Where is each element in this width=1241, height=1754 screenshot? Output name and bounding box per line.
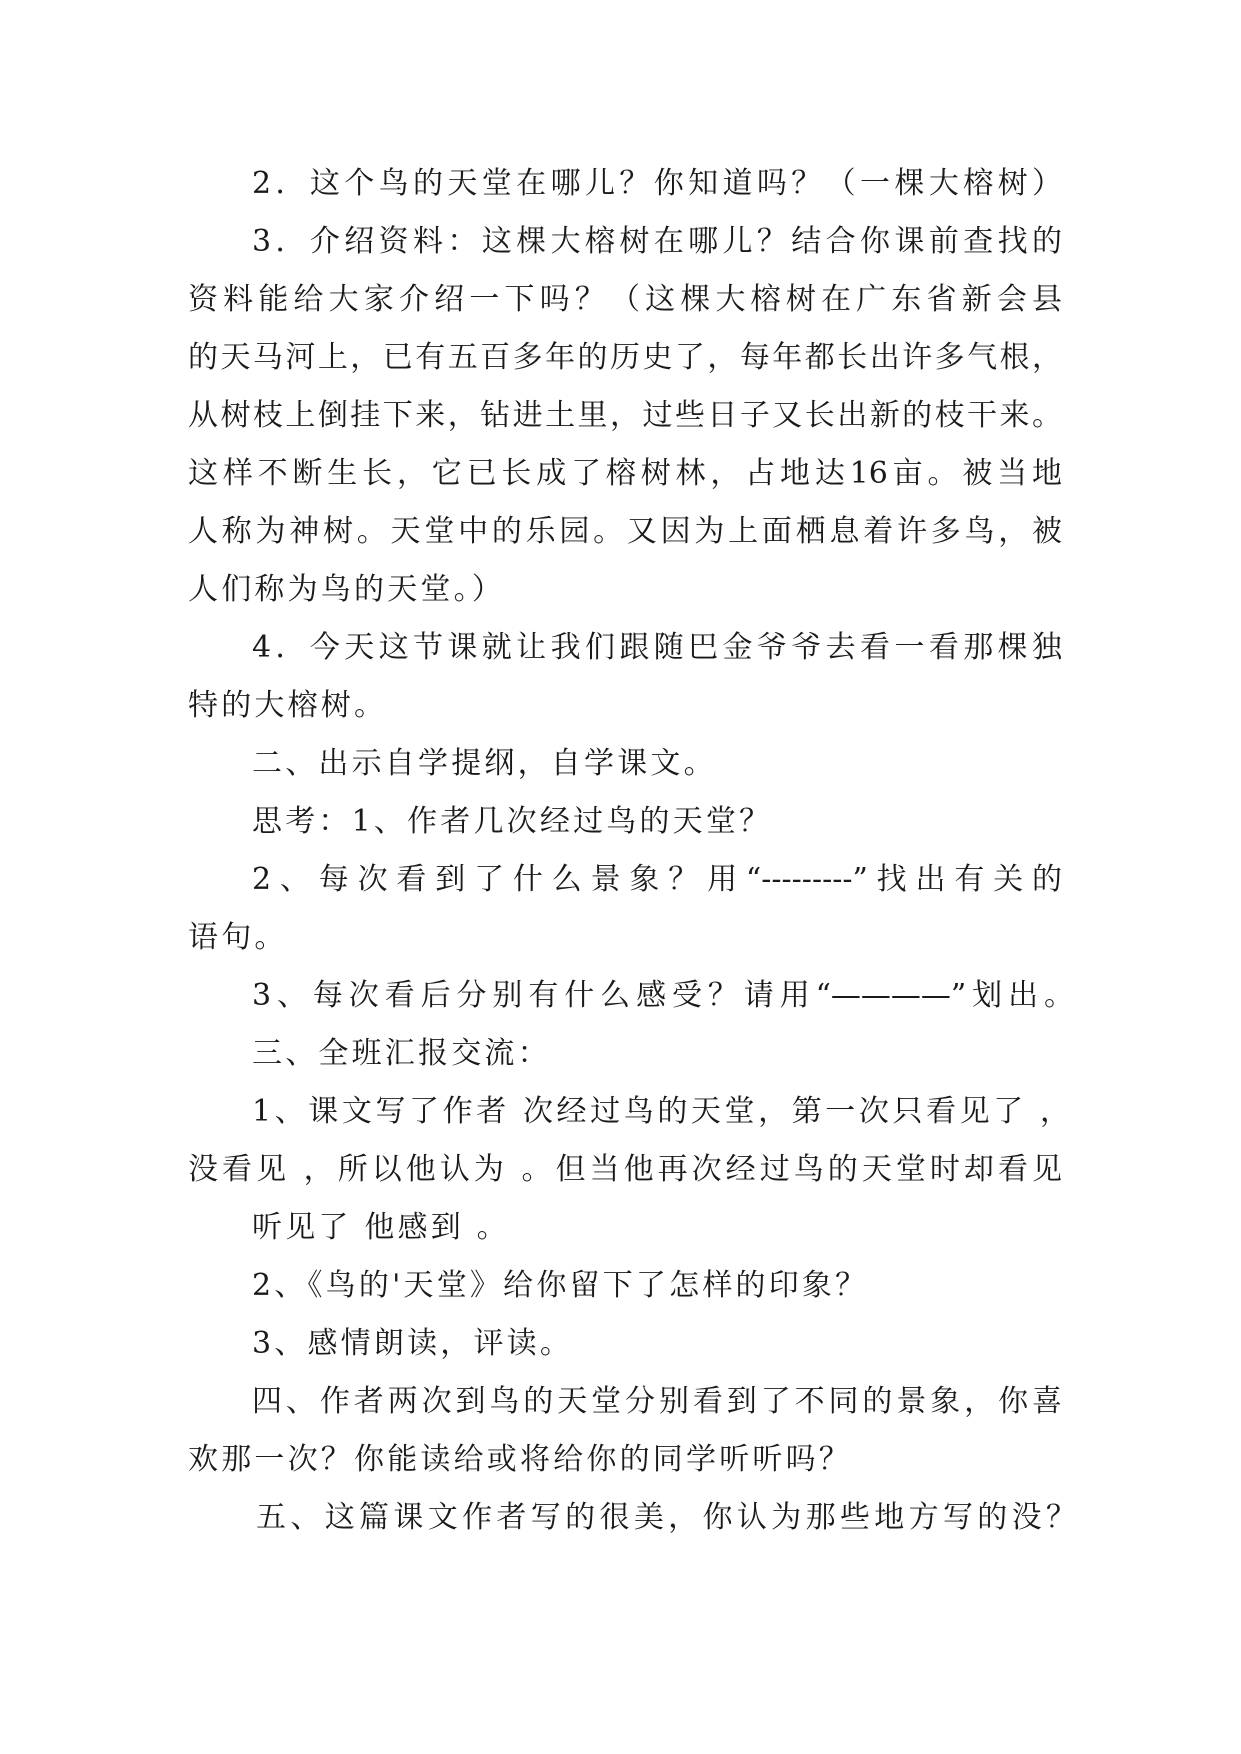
text-line: 这样不断生长，它已长成了榕树林，占地达16亩。被当地 — [188, 456, 1062, 491]
section-heading: 五、这篇课文作者写的很美，你认为那些地方写的没？ — [256, 1500, 1076, 1535]
text-line: 思考：1、作者几次经过鸟的天堂？ — [252, 804, 773, 839]
text-line: 1、课文写了作者 次经过鸟的天堂，第一次只看见了 ， — [252, 1094, 1070, 1129]
text-line: 人们称为鸟的天堂。） — [188, 572, 505, 607]
text-line: 语句。 — [188, 920, 288, 955]
section-heading: 四、作者两次到鸟的天堂分别看到了不同的景象，你喜 — [252, 1384, 1062, 1419]
text-line: 欢那一次？你能读给或将给你的同学听听吗？ — [188, 1442, 852, 1477]
text-line: 2．这个鸟的天堂在哪儿？你知道吗？（一棵大榕树） — [252, 166, 1062, 201]
text-line: 3、每次看后分别有什么感受？请用“————”划出。 — [252, 978, 1074, 1013]
text-line: 没看见 ，所以他认为 。但当他再次经过鸟的天堂时却看见 — [188, 1152, 1062, 1187]
section-heading: 二、出示自学提纲，自学课文。 — [252, 746, 717, 781]
text-line: 听见了 他感到 。 — [252, 1210, 510, 1245]
text-line: 人称为神树。天堂中的乐园。又因为上面栖息着许多鸟，被 — [188, 514, 1062, 549]
text-line: 从树枝上倒挂下来，钻进土里，过些日子又长出新的枝干来。 — [188, 398, 1062, 433]
text-line: 资料能给大家介绍一下吗？（这棵大榕树在广东省新会县 — [188, 282, 1062, 317]
text-line: 2、每次看到了什么景象？用“---------”找出有关的 — [252, 862, 1062, 897]
text-line: 3．介绍资料：这棵大榕树在哪儿？结合你课前查找的 — [252, 224, 1062, 259]
section-heading: 三、全班汇报交流： — [252, 1036, 551, 1071]
text-line: 特的大榕树。 — [188, 688, 388, 723]
text-line: 的天马河上，已有五百多年的历史了，每年都长出许多气根， — [188, 340, 1062, 375]
text-line: 2、《鸟的'天堂》给你留下了怎样的印象？ — [252, 1268, 869, 1303]
text-line: 3、感情朗读，评读。 — [252, 1326, 574, 1361]
text-line: 4．今天这节课就让我们跟随巴金爷爷去看一看那棵独 — [252, 630, 1062, 665]
